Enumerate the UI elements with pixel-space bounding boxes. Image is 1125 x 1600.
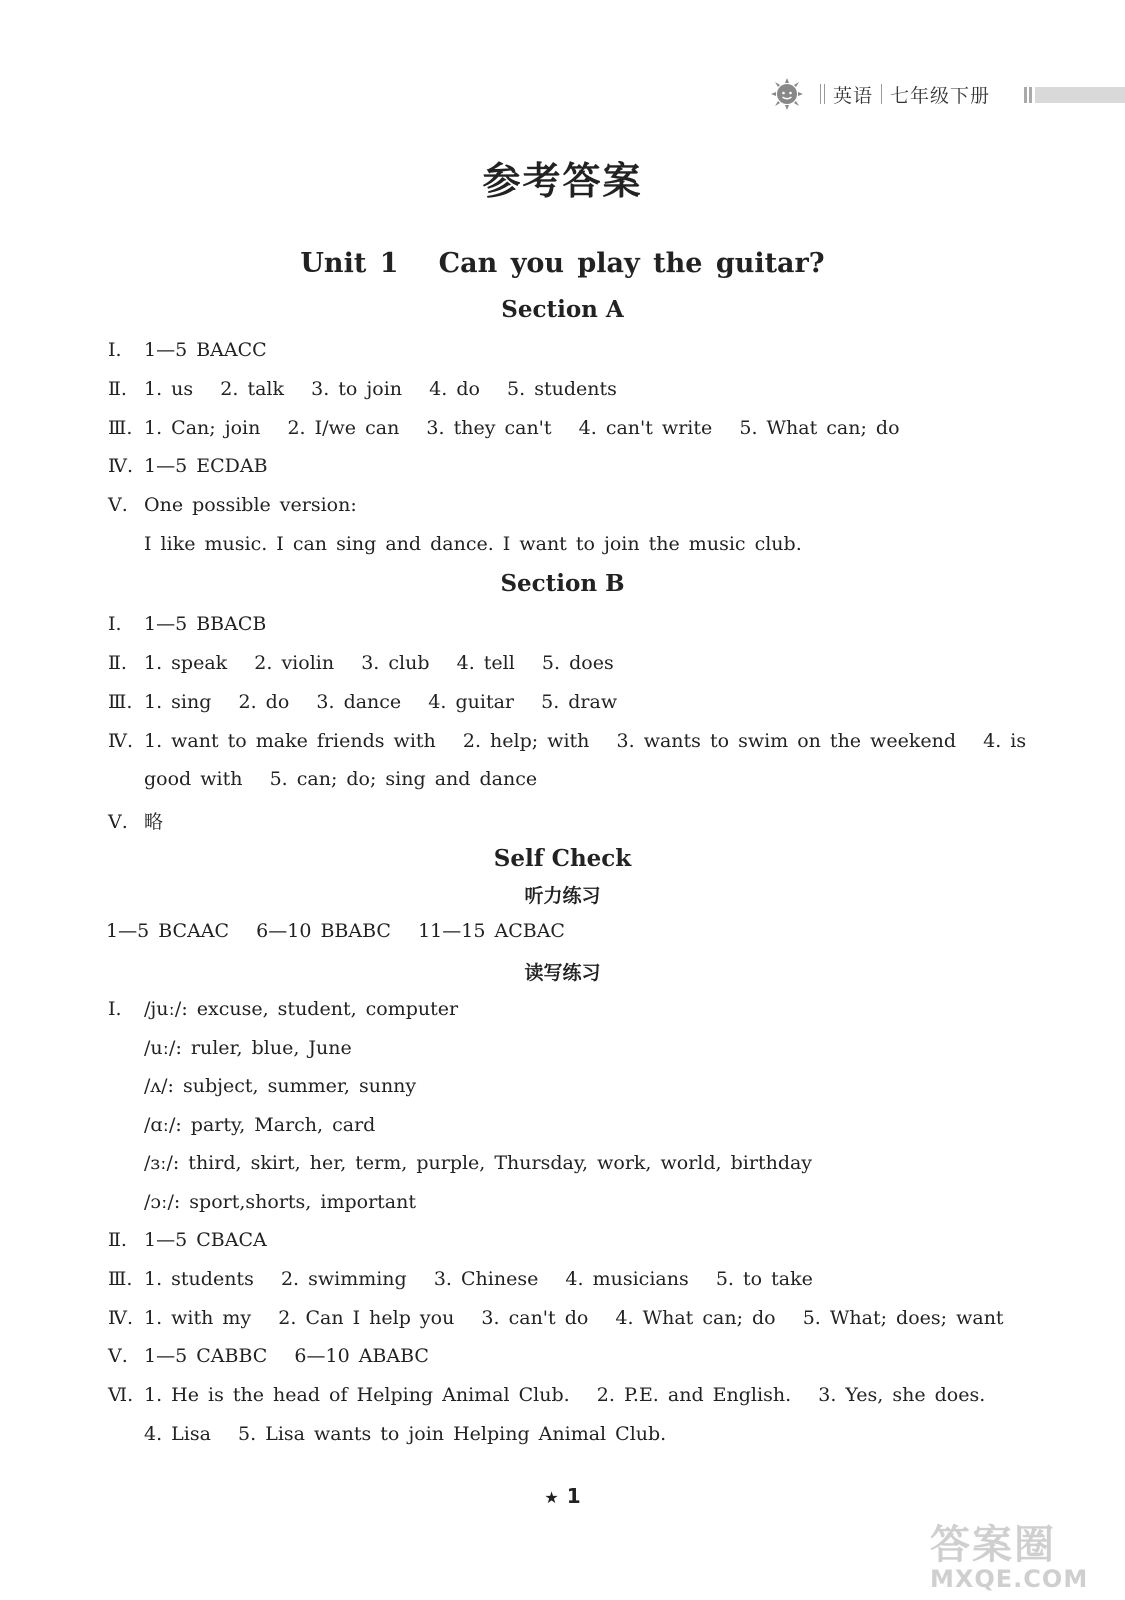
list-item: /uː/: ruler, blue, June [144, 1037, 352, 1059]
listening-heading: 听力练习 [524, 885, 601, 907]
sun-icon [770, 77, 804, 111]
header-divider [1029, 87, 1032, 103]
section-a-heading: Section A [501, 296, 624, 323]
list-item: Ⅵ. 1. He is the head of Helping Animal Club. 2. P.E. and English. 3. Yes, she does. [108, 1384, 986, 1406]
header-grade: 七年级下册 [890, 84, 991, 107]
list-item: Ⅰ. /juː/: excuse, student, computer [108, 998, 459, 1020]
list-item: /ɔː/: sport,shorts, important [144, 1191, 416, 1213]
list-item: Ⅴ. 1—5 CABBC 6—10 ABABC [108, 1345, 429, 1367]
list-item: /ɑː/: party, March, card [144, 1114, 376, 1136]
list-item: Ⅱ. 1. speak 2. violin 3. club 4. tell 5. does [108, 652, 614, 674]
self-check-heading: Self Check [493, 845, 632, 872]
listening-answer: 1—5 BCAAC 6—10 BBABC 11—15 ACBAC [106, 920, 565, 942]
list-item: Ⅲ. 1. sing 2. do 3. dance 4. guitar 5. draw [108, 691, 618, 713]
section-b-heading: Section B [500, 570, 625, 597]
unit-title: Unit 1 Can you play the guitar? [300, 248, 825, 279]
list-item: /ʌ/: subject, summer, sunny [144, 1075, 417, 1097]
list-item: I like music. I can sing and dance. I want to join the music club. [144, 533, 802, 555]
page-header [770, 76, 990, 112]
list-item: Ⅲ. 1. students 2. swimming 3. Chinese 4. musicians 5. to take [108, 1268, 813, 1290]
list-item: Ⅱ. 1. us 2. talk 3. to join 4. do 5. students [108, 378, 617, 400]
list-item: Ⅳ. 1. with my 2. Can I help you 3. can't do 4. What can; do 5. What; does; want [108, 1307, 1004, 1329]
list-item: Ⅴ. One possible version: [108, 494, 357, 516]
page-footer [0, 1484, 1125, 1508]
watermark [930, 1522, 1115, 1595]
header-bar [1035, 87, 1125, 103]
list-item: Ⅲ. 1. Can; join 2. I/we can 3. they can't 4. can't write 5. What can; do [108, 417, 900, 439]
header-subject: 英语 [833, 84, 874, 107]
list-item: good with 5. can; do; sing and dance [144, 768, 538, 790]
list-item: Ⅰ. 1—5 BAACC [108, 339, 267, 361]
watermark-logo: 答案圈 [930, 1522, 1056, 1568]
list-item: /ɜː/: third, skirt, her, term, purple, Thursday, work, world, birthday [144, 1152, 813, 1174]
list-item: 4. Lisa 5. Lisa wants to join Helping Animal Club. [144, 1423, 667, 1445]
star-icon: ★ [544, 1488, 559, 1507]
page-number: 1 [566, 1484, 581, 1508]
page-title: 参考答案 [482, 159, 643, 203]
watermark-url: MXQE.COM [930, 1565, 1089, 1593]
list-item: Ⅴ. 略 [108, 811, 164, 833]
reading-writing-heading: 读写练习 [524, 962, 601, 984]
list-item: Ⅰ. 1—5 BBACB [108, 613, 267, 635]
list-item: Ⅳ. 1—5 ECDAB [108, 455, 268, 477]
list-item: Ⅱ. 1—5 CBACA [108, 1229, 267, 1251]
list-item: Ⅳ. 1. want to make friends with 2. help; with 3. wants to swim on the weekend 4. is [108, 730, 1027, 752]
header-divider [1024, 87, 1027, 103]
